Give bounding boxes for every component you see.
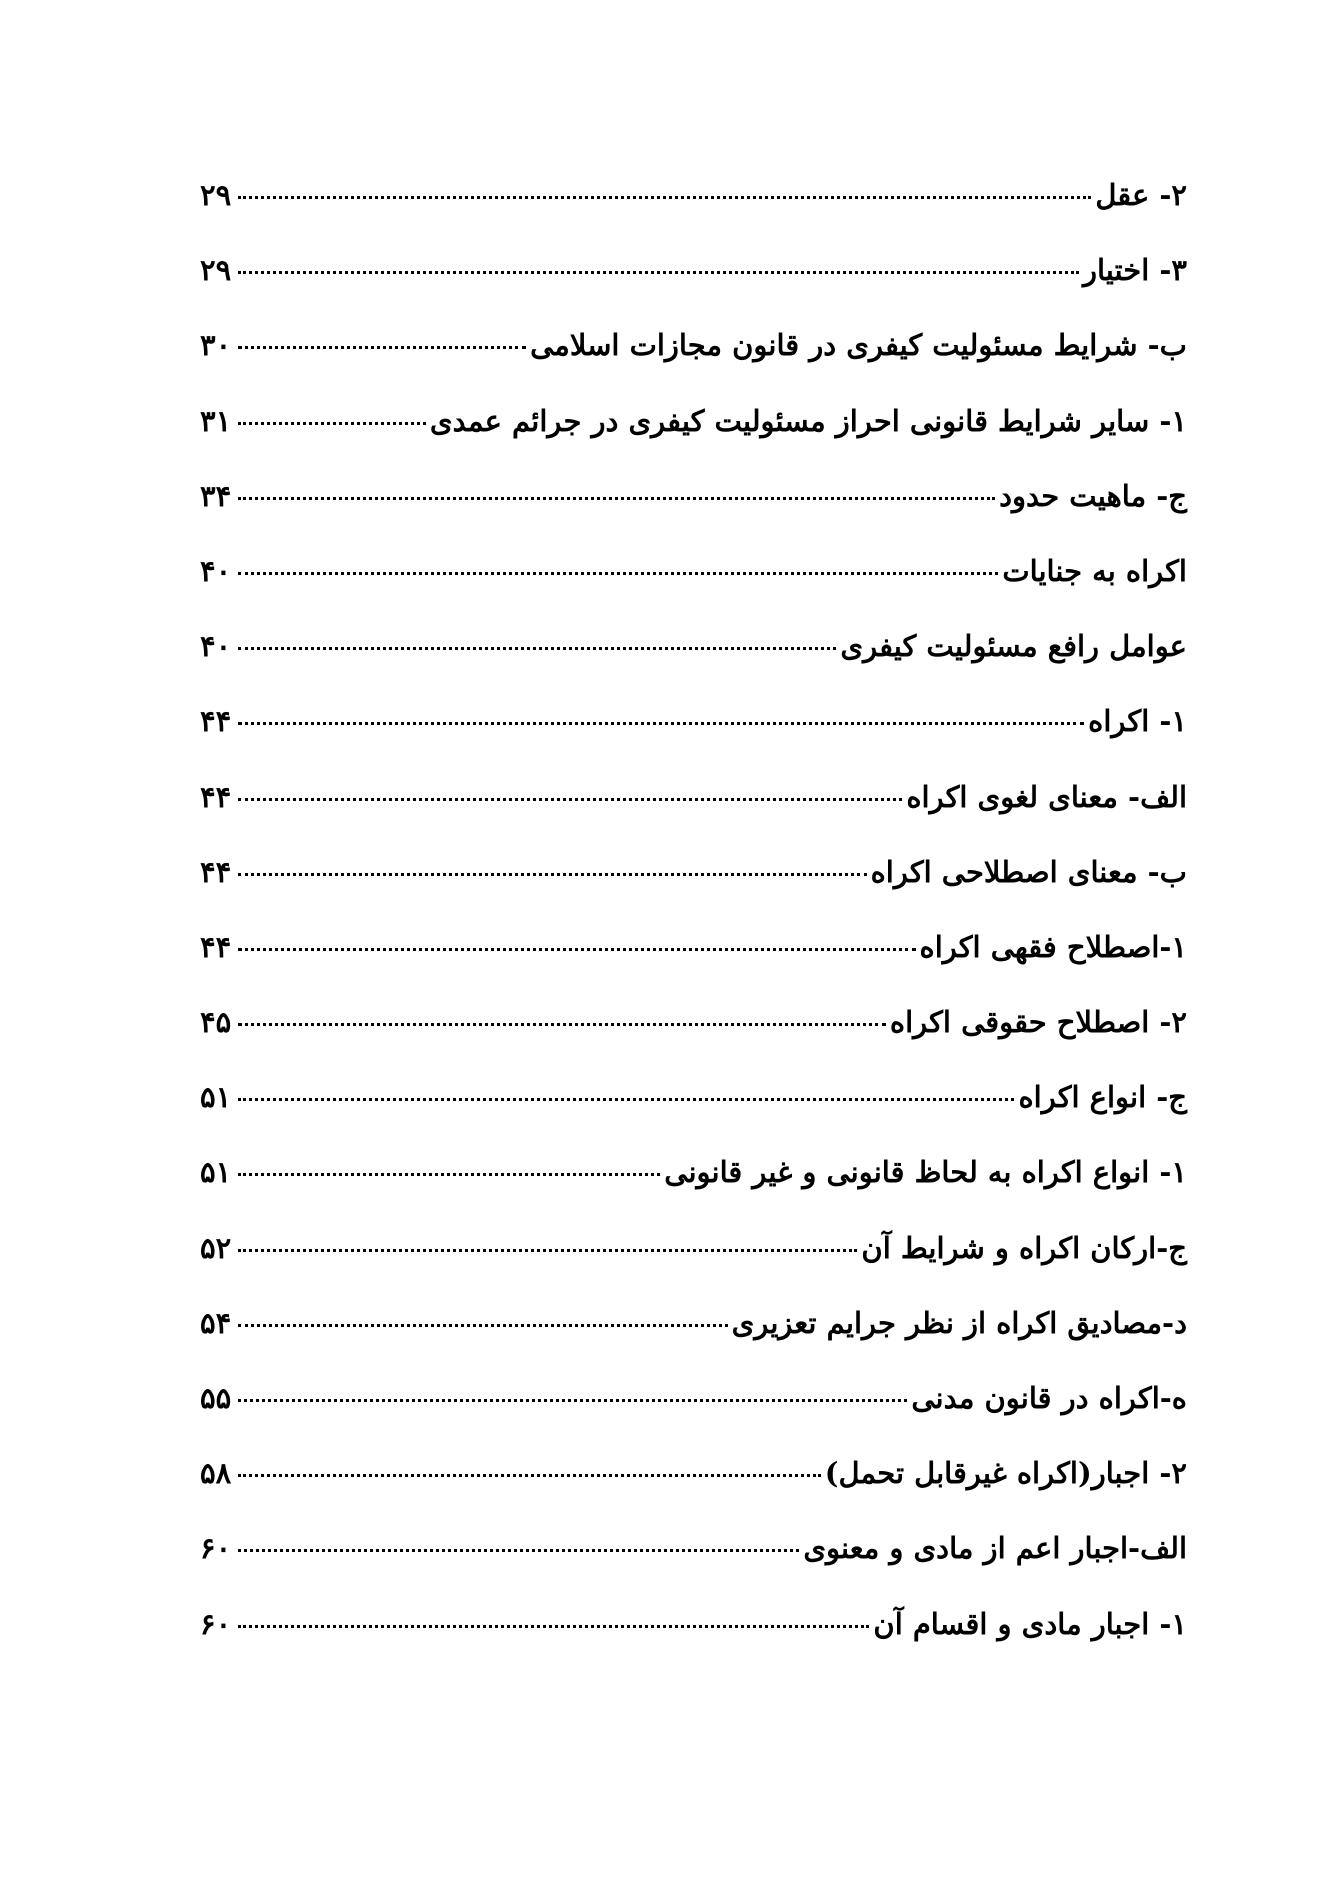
dot-leader	[238, 722, 1084, 725]
toc-entry-page: ۴۰	[200, 553, 232, 588]
toc-entry-title: ب- معنای اصطلاحی اکراه	[870, 854, 1187, 889]
toc-entry-title: ۱-اصطلاح فقهی اکراه	[919, 929, 1187, 964]
toc-entry	[200, 704, 1187, 779]
dot-leader	[238, 196, 1091, 199]
toc-entry	[200, 629, 1187, 704]
toc-entry-title: ۱- اجبار مادی و اقسام آن	[873, 1606, 1187, 1641]
dot-leader	[238, 1474, 821, 1477]
toc-entry-title: ۲- عقل	[1095, 178, 1187, 212]
toc-entry-page: ۵۱	[200, 1080, 232, 1115]
table-of-contents	[200, 178, 1187, 1682]
toc-entry	[200, 253, 1187, 328]
toc-entry-title: ج- انواع اکراه	[1018, 1080, 1187, 1115]
toc-entry	[200, 1531, 1187, 1606]
toc-entry	[200, 1306, 1187, 1381]
toc-entry-title: ۱- انواع اکراه به لحاظ قانونی و غیر قانونی	[664, 1155, 1187, 1190]
toc-entry	[200, 1607, 1187, 1682]
toc-entry-title: د-مصادیق اکراه از نظر جرایم تعزیری	[731, 1305, 1187, 1340]
toc-entry-title: ج- ماهیت حدود	[999, 478, 1187, 513]
toc-entry-title: الف- معنای لغوی اکراه	[906, 779, 1187, 814]
toc-entry	[200, 328, 1187, 403]
toc-entry-page: ۴۴	[200, 779, 232, 814]
dot-leader	[238, 497, 995, 500]
toc-entry	[200, 404, 1187, 479]
dot-leader	[238, 647, 836, 650]
toc-entry-page: ۲۹	[200, 253, 232, 288]
toc-entry	[200, 1456, 1187, 1531]
toc-entry-page: ۴۴	[200, 854, 232, 889]
toc-entry-page: ۴۴	[200, 929, 232, 964]
dot-leader	[238, 1023, 886, 1026]
toc-entry	[200, 1005, 1187, 1080]
dot-leader	[238, 1249, 857, 1252]
dot-leader	[238, 1324, 728, 1327]
toc-entry-title: ۲- اجبار(اکراه غیرقابل تحمل)	[824, 1456, 1187, 1491]
toc-entry-title: ۲- اصطلاح حقوقی اکراه	[889, 1005, 1187, 1040]
dot-leader	[238, 1173, 660, 1176]
toc-entry-title: ه-اکراه در قانون مدنی	[911, 1381, 1187, 1415]
toc-entry	[200, 855, 1187, 930]
toc-entry	[200, 1381, 1187, 1456]
toc-entry-page: ۴۴	[200, 704, 232, 739]
toc-entry-page: ۳۴	[200, 478, 232, 513]
toc-entry-page: ۶۰	[200, 1531, 232, 1566]
toc-entry-page: ۳۱	[200, 403, 232, 438]
toc-entry-page: ۵۴	[200, 1305, 232, 1340]
dot-leader	[238, 948, 916, 951]
dot-leader	[238, 1098, 1014, 1101]
toc-entry	[200, 1231, 1187, 1306]
toc-entry-page: ۳۰	[200, 328, 232, 363]
dot-leader	[238, 422, 426, 425]
toc-entry-title: عوامل رافع مسئولیت کیفری	[840, 629, 1187, 664]
toc-entry-title: ۳- اختیار	[1082, 253, 1187, 288]
dot-leader	[238, 271, 1079, 274]
dot-leader	[238, 572, 998, 575]
toc-entry-title: ۱- سایر شرایط قانونی احراز مسئولیت کیفری در جرائم عمدی	[429, 403, 1187, 438]
dot-leader	[238, 346, 526, 349]
dot-leader	[238, 798, 902, 801]
toc-entry	[200, 1155, 1187, 1230]
toc-entry-page: ۴۵	[200, 1005, 232, 1040]
dot-leader	[238, 1549, 799, 1552]
dot-leader	[238, 873, 867, 876]
toc-entry	[200, 1080, 1187, 1155]
toc-entry-page: ۶۰	[200, 1606, 232, 1641]
toc-entry-page: ۵۱	[200, 1155, 232, 1190]
toc-entry-page: ۲۹	[200, 178, 232, 212]
dot-leader	[238, 1625, 869, 1628]
toc-entry	[200, 479, 1187, 554]
toc-entry-title: اکراه به جنایات	[1002, 553, 1187, 588]
toc-entry	[200, 780, 1187, 855]
toc-entry-page: ۵۸	[200, 1456, 232, 1491]
dot-leader	[238, 1399, 907, 1402]
toc-entry-page: ۴۰	[200, 629, 232, 664]
toc-entry-title: ج-ارکان اکراه و شرایط آن	[861, 1230, 1187, 1265]
toc-entry	[200, 178, 1187, 253]
toc-entry-title: ۱- اکراه	[1088, 704, 1187, 739]
toc-entry-page: ۵۵	[200, 1381, 232, 1415]
toc-entry	[200, 930, 1187, 1005]
toc-entry-page: ۵۲	[200, 1230, 232, 1265]
toc-entry	[200, 554, 1187, 629]
toc-entry-title: ب- شرایط مسئولیت کیفری در قانون مجازات اسلامی	[530, 328, 1187, 363]
toc-entry-title: الف-اجبار اعم از مادی و معنوی	[803, 1531, 1187, 1566]
